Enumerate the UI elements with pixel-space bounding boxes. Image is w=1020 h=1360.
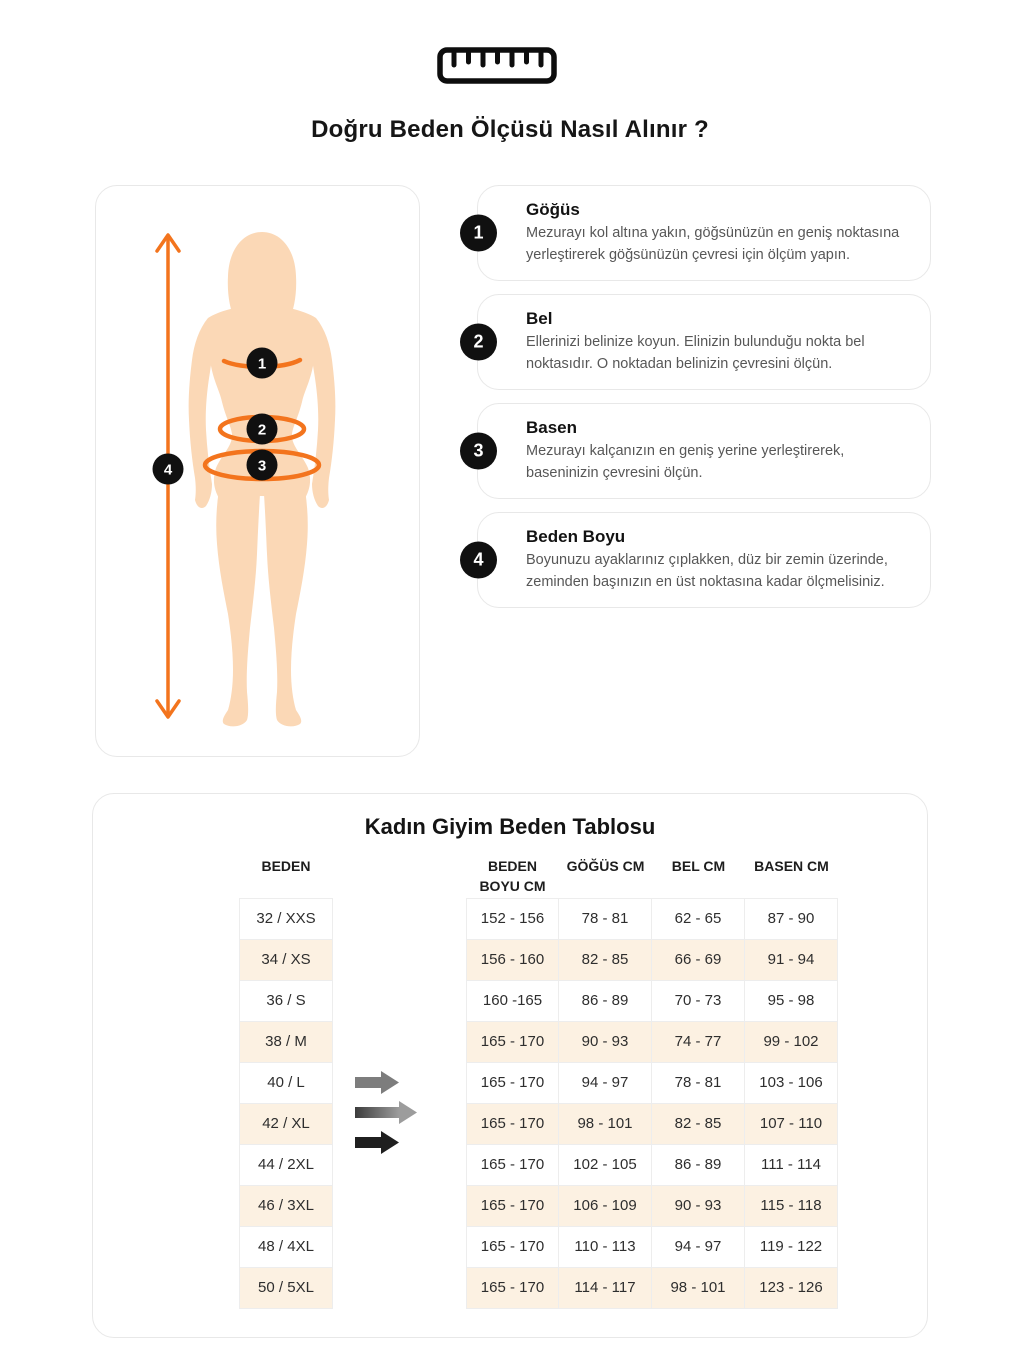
- size-cell: 40 / L: [239, 1062, 333, 1104]
- value-cell: 103 - 106: [745, 1062, 838, 1104]
- value-cell: 78 - 81: [652, 1062, 745, 1104]
- value-cell: 70 - 73: [652, 980, 745, 1022]
- column-header: GÖĞÜS CM: [566, 858, 645, 874]
- table-body: [239, 898, 838, 1309]
- step-title: Basen: [526, 417, 578, 437]
- ruler-icon: [437, 47, 557, 85]
- value-cell: 98 - 101: [652, 1267, 745, 1309]
- step-number-badge: 4: [460, 542, 497, 579]
- size-table-card: [92, 793, 928, 1338]
- value-cell: 165 - 170: [466, 1021, 559, 1063]
- value-cell: 152 - 156: [466, 898, 559, 940]
- step-number-badge: 2: [460, 324, 497, 361]
- column-header: BEL CM: [671, 858, 726, 874]
- column-header: BASEN CM: [754, 858, 829, 874]
- instruction-steps: [473, 185, 931, 608]
- size-cell: 44 / 2XL: [239, 1144, 333, 1186]
- step-text: Mezurayı kalçanızın en geniş yerine yerleştirerek, baseninizin çevresini ölçün.: [526, 442, 845, 481]
- size-cell: 34 / XS: [239, 939, 333, 981]
- value-cell: 156 - 160: [466, 939, 559, 981]
- value-cell: 98 - 101: [559, 1103, 652, 1145]
- step-text: Ellerinizi belinize koyun. Elinizin bulunduğu nokta bel noktasıdır. O noktadan belinizin çevresini ölçün.: [526, 333, 865, 372]
- size-cell: 32 / XXS: [239, 898, 333, 940]
- size-table-title: Kadın Giyim Beden Tablosu: [364, 814, 656, 839]
- value-cell: 115 - 118: [745, 1185, 838, 1227]
- value-cell: 165 - 170: [466, 1103, 559, 1145]
- size-cell: 50 / 5XL: [239, 1267, 333, 1309]
- value-cell: 165 - 170: [466, 1144, 559, 1186]
- table-row: [239, 1103, 838, 1145]
- value-cell: 165 - 170: [466, 1062, 559, 1104]
- value-cell: 87 - 90: [745, 898, 838, 940]
- value-cell: 102 - 105: [559, 1144, 652, 1186]
- value-cell: 110 - 113: [559, 1226, 652, 1268]
- svg-text:4: 4: [163, 461, 173, 479]
- value-cell: 82 - 85: [652, 1103, 745, 1145]
- value-cell: 114 - 117: [559, 1267, 652, 1309]
- value-cell: 160 -165: [466, 980, 559, 1022]
- step-card-basen: [473, 403, 931, 499]
- value-cell: 99 - 102: [745, 1021, 838, 1063]
- value-cell: 165 - 170: [466, 1226, 559, 1268]
- table-row: [239, 1226, 838, 1268]
- svg-text:2: 2: [257, 421, 267, 439]
- value-cell: 90 - 93: [559, 1021, 652, 1063]
- table-header-row: [239, 856, 838, 897]
- value-cell: 95 - 98: [745, 980, 838, 1022]
- value-cell: 94 - 97: [652, 1226, 745, 1268]
- table-row: [239, 980, 838, 1022]
- step-text: Boyunuzu ayaklarınız çıplakken, düz bir zemin üzerinde, zeminden başınızın en üst noktasına kadar ölçmelisiniz.: [526, 551, 888, 590]
- step-card-bel: [473, 294, 931, 390]
- value-cell: 107 - 110: [745, 1103, 838, 1145]
- value-cell: 119 - 122: [745, 1226, 838, 1268]
- value-cell: 78 - 81: [559, 898, 652, 940]
- column-header: BEDEN: [261, 858, 311, 874]
- size-cell: 36 / S: [239, 980, 333, 1022]
- value-cell: 90 - 93: [652, 1185, 745, 1227]
- table-row: [239, 1144, 838, 1186]
- table-row: [239, 1267, 838, 1309]
- step-card-gogus: [473, 185, 931, 281]
- value-cell: 74 - 77: [652, 1021, 745, 1063]
- value-cell: 111 - 114: [745, 1144, 838, 1186]
- value-cell: 165 - 170: [466, 1267, 559, 1309]
- value-cell: 86 - 89: [559, 980, 652, 1022]
- value-cell: 62 - 65: [652, 898, 745, 940]
- measurement-figure-card: [95, 185, 420, 757]
- size-cell: 42 / XL: [239, 1103, 333, 1145]
- table-row: [239, 1062, 838, 1104]
- step-text: Mezurayı kol altına yakın, göğsünüzün en geniş noktasına yerleştirerek göğsünüzün çevresi için ölçüm yapın.: [526, 224, 900, 263]
- size-cell: 48 / 4XL: [239, 1226, 333, 1268]
- step-title: Göğüs: [526, 199, 580, 219]
- column-header: BEDEN BOYU CM: [479, 858, 546, 895]
- body-silhouette-diagram: [96, 186, 419, 756]
- value-cell: 86 - 89: [652, 1144, 745, 1186]
- value-cell: 91 - 94: [745, 939, 838, 981]
- size-cell: 46 / 3XL: [239, 1185, 333, 1227]
- page-title: Doğru Beden Ölçüsü Nasıl Alınır ?: [311, 116, 709, 143]
- value-cell: 123 - 126: [745, 1267, 838, 1309]
- step-title: Beden Boyu: [526, 526, 626, 546]
- value-cell: 82 - 85: [559, 939, 652, 981]
- value-cell: 94 - 97: [559, 1062, 652, 1104]
- svg-text:1: 1: [257, 355, 267, 373]
- table-row: [239, 1185, 838, 1227]
- table-row: [239, 939, 838, 981]
- step-title: Bel: [526, 308, 553, 328]
- step-number-badge: 3: [460, 433, 497, 470]
- svg-text:3: 3: [257, 457, 267, 475]
- table-row: [239, 1021, 838, 1063]
- arrows-right-icon: [353, 1070, 429, 1158]
- value-cell: 106 - 109: [559, 1185, 652, 1227]
- size-cell: 38 / M: [239, 1021, 333, 1063]
- table-row: [239, 898, 838, 940]
- step-card-beden-boyu: [473, 512, 931, 608]
- step-number-badge: 1: [460, 215, 497, 252]
- value-cell: 165 - 170: [466, 1185, 559, 1227]
- value-cell: 66 - 69: [652, 939, 745, 981]
